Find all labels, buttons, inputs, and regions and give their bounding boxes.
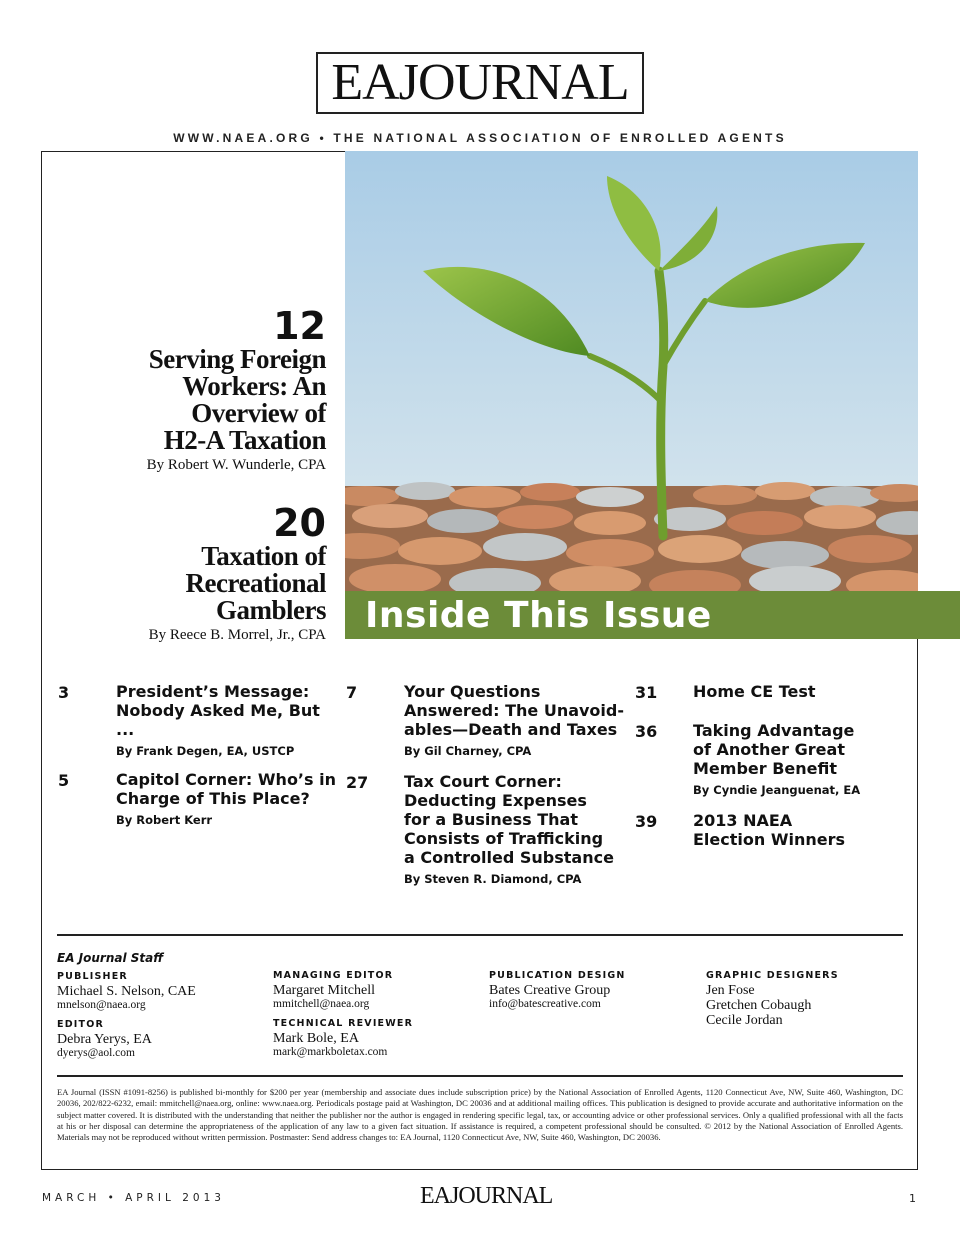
staff-name: Cecile Jordan bbox=[706, 1013, 783, 1028]
page-number: 1 bbox=[909, 1192, 916, 1205]
toc-title: Taking Advantage of Another Great Member Benefit bbox=[693, 721, 855, 778]
staff-publication-design bbox=[489, 970, 626, 1011]
toc-title: 2013 NAEA Election Winners bbox=[693, 811, 846, 849]
toc-column bbox=[58, 682, 338, 827]
toc-byline: By Steven R. Diamond, CPA bbox=[404, 872, 582, 886]
feature-title: Taxation of Recreational Gamblers bbox=[185, 541, 326, 625]
staff-name: Bates Creative Group bbox=[489, 983, 611, 998]
staff-role: PUBLICATION DESIGN bbox=[489, 970, 626, 981]
staff-email[interactable]: mmitchell@naea.org bbox=[273, 998, 370, 1010]
staff-name: Mark Bole, EA bbox=[273, 1031, 359, 1046]
feature-byline: By Robert W. Wunderle, CPA bbox=[146, 457, 326, 473]
staff-email[interactable]: mark@markboletax.com bbox=[273, 1046, 388, 1058]
toc-entry[interactable] bbox=[635, 721, 893, 797]
toc-page-number: 3 bbox=[58, 683, 70, 702]
banner-title: Inside This Issue bbox=[365, 595, 712, 636]
staff-graphic-designers bbox=[706, 970, 839, 1028]
feature-article[interactable] bbox=[147, 306, 326, 474]
toc-title: Home CE Test bbox=[693, 682, 816, 701]
divider bbox=[57, 1075, 903, 1077]
issue-date: MARCH • APRIL 2013 bbox=[42, 1192, 225, 1204]
staff-name: Gretchen Cobaugh bbox=[706, 998, 812, 1013]
footer-logo: EAJOURNAL bbox=[420, 1183, 553, 1209]
cover-image bbox=[345, 151, 918, 591]
journal-logo bbox=[316, 52, 644, 114]
toc-entry[interactable] bbox=[635, 682, 893, 702]
seedling-coins-illustration bbox=[345, 151, 918, 591]
tagline: WWW.NAEA.ORG • THE NATIONAL ASSOCIATION OF ENROLLED AGENTS bbox=[173, 131, 787, 145]
staff-technical-reviewer bbox=[273, 1018, 413, 1059]
toc-title: Tax Court Corner: Deducting Expenses for a Business That Consists of Trafficking a Controlled Substance bbox=[404, 772, 614, 867]
toc-byline: By Robert Kerr bbox=[116, 813, 213, 827]
toc-column bbox=[346, 682, 629, 886]
staff-role: PUBLISHER bbox=[57, 971, 128, 982]
toc-page-number: 31 bbox=[635, 683, 658, 702]
staff-role: MANAGING EDITOR bbox=[273, 970, 394, 981]
toc-byline: By Frank Degen, EA, USTCP bbox=[116, 744, 295, 758]
toc-entry[interactable] bbox=[58, 682, 338, 758]
staff-heading: EA Journal Staff bbox=[57, 951, 164, 965]
toc-entry[interactable] bbox=[346, 682, 629, 758]
feature-article[interactable] bbox=[149, 503, 326, 644]
toc-page-number: 7 bbox=[346, 683, 358, 702]
publication-fineprint: EA Journal (ISSN #1091-8256) is published bi-monthly for $200 per year (membership and associate dues include subscription price) by the National Association of Enrolled Agents, 1120 Connecticut Ave, NW, Suite 460, Washington, DC 20036, 202/822-6232, email: mmitchell@naea.org, online: www.naea.org. Periodicals postage paid at Washington, DC 20036 and at additional mailing offices. This publication is designed to provide accurate and authoritative information on the subject matter covered. It is distributed with the understanding that neither the publisher nor the author is engaged in rendering specific legal, tax, or accounting advice or other professional services. Only a qualified professional with all the facts at his or her disposal can determine the appropriateness of the application of any law to a given fact situation. If assistance is required, a competent professional should be consulted. © 2012 by the National Association of Enrolled Agents. Materials may not be reproduced without written permission. Postmaster: Send address changes to: EA Journal, 1120 Connecticut Ave, NW, Suite 460, Washington, DC 20036. bbox=[57, 1087, 903, 1143]
staff-managing-editor bbox=[273, 970, 393, 1011]
toc-page-number: 27 bbox=[346, 773, 369, 792]
staff-role: GRAPHIC DESIGNERS bbox=[706, 970, 839, 981]
toc-page-number: 36 bbox=[635, 722, 658, 741]
staff-role: EDITOR bbox=[57, 1019, 104, 1030]
feature-page-number: 20 bbox=[273, 501, 326, 545]
staff-editor bbox=[57, 1019, 152, 1060]
divider bbox=[57, 934, 903, 936]
toc-entry[interactable] bbox=[346, 772, 629, 886]
toc-byline: By Cyndie Jeanguenat, EA bbox=[693, 783, 861, 797]
toc-entry[interactable] bbox=[58, 770, 338, 827]
staff-email[interactable]: dyerys@aol.com bbox=[57, 1047, 135, 1059]
feature-byline: By Reece B. Morrel, Jr., CPA bbox=[148, 627, 326, 643]
toc-title: President’s Message: Nobody Asked Me, But ... bbox=[116, 682, 320, 739]
toc-title: Capitol Corner: Who’s in Charge of This Place? bbox=[116, 770, 336, 808]
staff-email[interactable]: info@batescreative.com bbox=[489, 998, 601, 1010]
feature-page-number: 12 bbox=[273, 304, 326, 348]
staff-publisher bbox=[57, 971, 196, 1012]
feature-title: Serving Foreign Workers: An Overview of H2-A Taxation bbox=[148, 344, 326, 455]
staff-name: Debra Yerys, EA bbox=[57, 1032, 152, 1047]
staff-name: Michael S. Nelson, CAE bbox=[57, 984, 196, 999]
toc-byline: By Gil Charney, CPA bbox=[404, 744, 532, 758]
staff-name: Jen Fose bbox=[706, 983, 755, 998]
inside-this-issue-banner bbox=[345, 591, 960, 639]
toc-title: Your Questions Answered: The Unavoid- ables—Death and Taxes bbox=[404, 682, 624, 739]
toc-page-number: 5 bbox=[58, 771, 70, 790]
journal-logo-text: EAJOURNAL bbox=[331, 54, 629, 111]
staff-email[interactable]: mnelson@naea.org bbox=[57, 999, 146, 1011]
toc-column bbox=[635, 682, 893, 849]
staff-role: TECHNICAL REVIEWER bbox=[273, 1018, 414, 1029]
toc-entry[interactable] bbox=[635, 811, 893, 849]
toc-page-number: 39 bbox=[635, 812, 658, 831]
staff-name: Margaret Mitchell bbox=[273, 983, 375, 998]
